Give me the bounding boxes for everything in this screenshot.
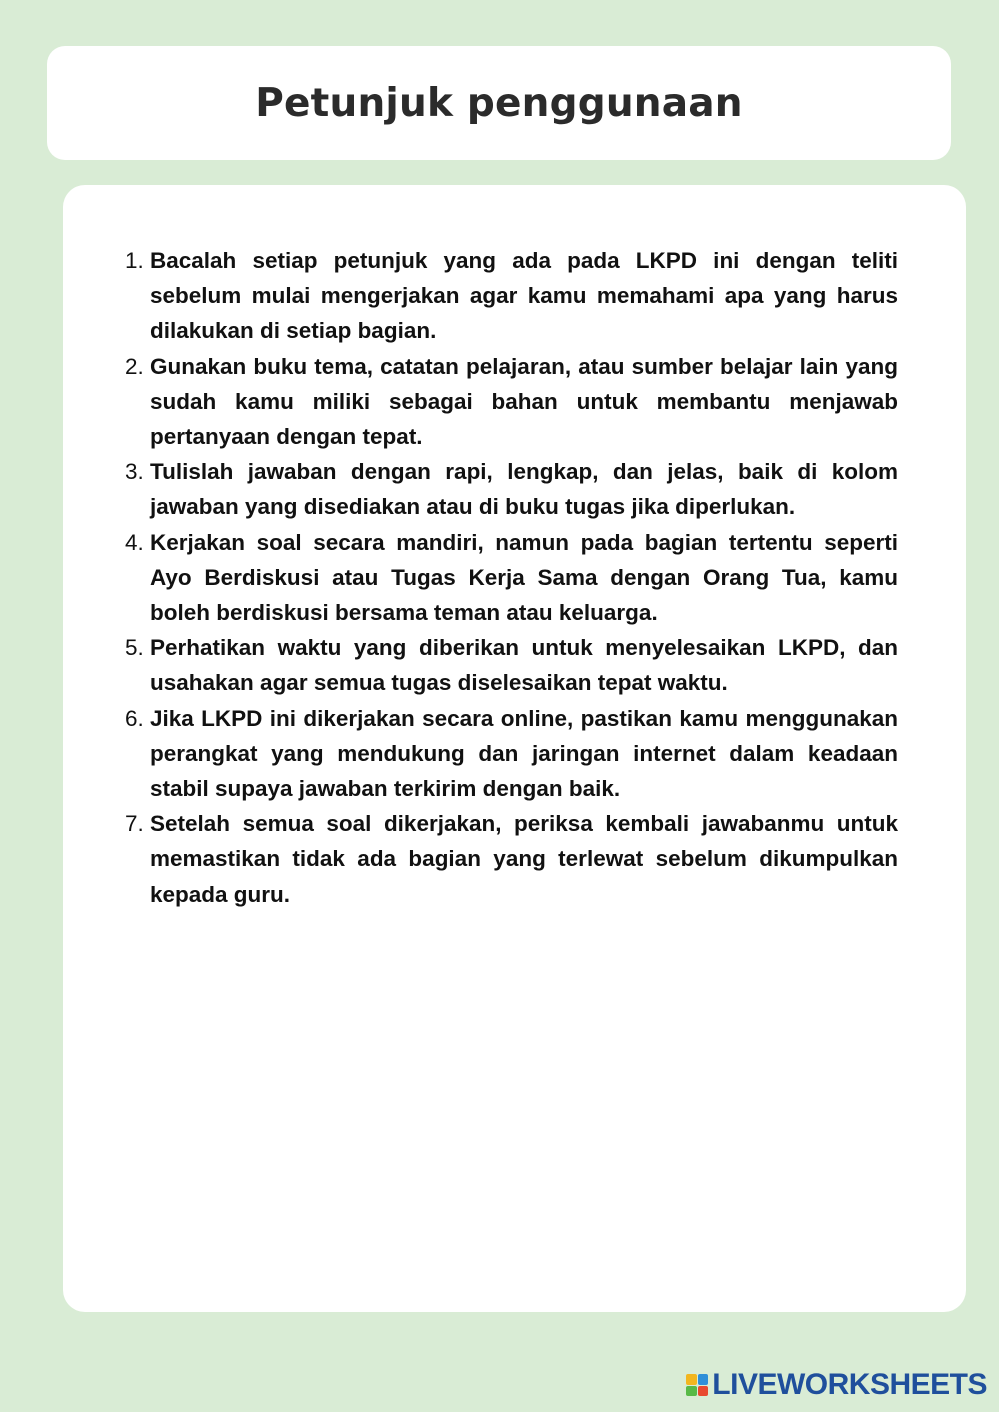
brand-name: LIVEWORKSHEETS	[712, 1368, 987, 1401]
liveworksheets-logo-icon	[686, 1374, 708, 1396]
list-item	[125, 806, 898, 912]
item-text: Setelah semua soal dikerjakan, periksa kembali jawabanmu untuk memastikan tidak ada bagian yang terlewat sebelum dikumpulkan kepada guru.	[150, 811, 898, 907]
item-text: Bacalah setiap petunjuk yang ada pada LKPD ini dengan teliti sebelum mulai mengerjakan agar kamu memahami apa yang harus dilakukan di setiap bagian.	[150, 248, 898, 344]
instructions-list	[125, 243, 898, 912]
item-number: 5.	[125, 635, 144, 661]
list-item	[125, 454, 898, 524]
page-title: Petunjuk penggunaan	[255, 80, 743, 126]
item-text: Jika LKPD ini dikerjakan secara online, pastikan kamu menggunakan perangkat yang mendukung dan jaringan internet dalam keadaan stabil supaya jawaban terkirim dengan baik.	[150, 705, 898, 802]
item-number: 7.	[125, 811, 144, 837]
brand-watermark[interactable]	[686, 1368, 987, 1402]
list-item	[125, 525, 898, 631]
item-text: Perhatikan waktu yang diberikan untuk menyelesaikan LKPD, dan usahakan agar semua tugas diselesaikan tepat waktu.	[150, 635, 898, 696]
item-number: 6.	[125, 705, 144, 731]
instructions-card	[63, 185, 966, 1312]
item-number: 3.	[125, 459, 144, 485]
item-number: 2.	[125, 353, 144, 379]
item-number: 1.	[125, 248, 144, 273]
item-text: Tulislah jawaban dengan rapi, lengkap, dan jelas, baik di kolom jawaban yang disediakan atau di buku tugas jika diperlukan.	[150, 459, 898, 520]
list-item	[125, 701, 898, 807]
item-text: Gunakan buku tema, catatan pelajaran, atau sumber belajar lain yang sudah kamu miliki sebagai bahan untuk membantu menjawab pertanyaan dengan tepat.	[150, 353, 898, 450]
list-item	[125, 243, 898, 349]
title-card	[47, 46, 951, 160]
item-text: Kerjakan soal secara mandiri, namun pada bagian tertentu seperti Ayo Berdiskusi atau Tugas Kerja Sama dengan Orang Tua, kamu boleh berdiskusi bersama teman atau keluarga.	[150, 529, 898, 626]
item-number: 4.	[125, 529, 144, 555]
list-item	[125, 349, 898, 455]
list-item	[125, 630, 898, 700]
